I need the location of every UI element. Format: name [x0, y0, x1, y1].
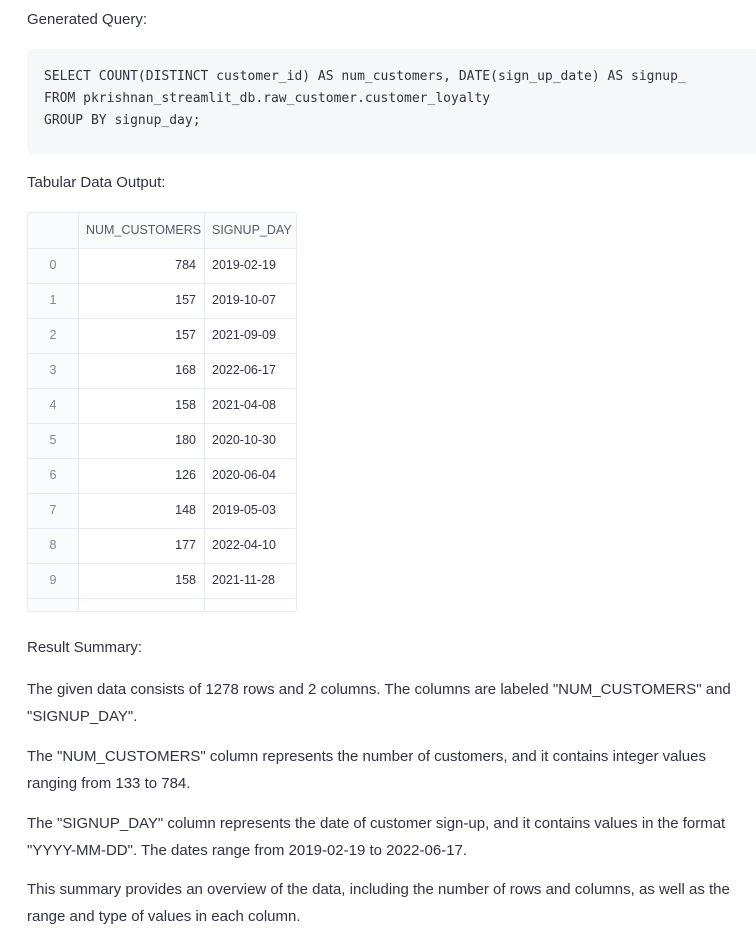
row-divider — [28, 318, 296, 319]
row-divider — [28, 563, 296, 564]
sql-code-block[interactable] — [27, 49, 756, 154]
cell-signup-day[interactable]: 2020-10-30 — [212, 433, 276, 447]
summary-paragraph: The "NUM_CUSTOMERS" column represents the number of customers, and it contains integer values ranging from 133 to 784. — [27, 748, 706, 792]
cell-num-customers[interactable]: 180 — [175, 433, 196, 447]
row-index: 0 — [28, 248, 78, 283]
cell-signup-day[interactable]: 2022-04-10 — [212, 538, 276, 552]
cell-num-customers[interactable]: 784 — [175, 258, 196, 272]
row-divider — [28, 423, 296, 424]
row-divider — [28, 353, 296, 354]
row-index: 8 — [28, 528, 78, 563]
row-divider — [28, 458, 296, 459]
cell-signup-day[interactable]: 2019-10-07 — [212, 293, 276, 307]
column-header-signup-day[interactable]: SIGNUP_DAY — [204, 213, 296, 248]
cell-signup-day[interactable]: 2019-02-19 — [212, 258, 276, 272]
row-divider — [28, 388, 296, 389]
result-summary-label: Result Summary: — [27, 639, 143, 656]
row-index: 9 — [28, 563, 78, 598]
generated-query-label: Generated Query: — [27, 11, 148, 28]
cell-signup-day[interactable]: 2022-06-17 — [212, 363, 276, 377]
summary-paragraph: The "SIGNUP_DAY" column represents the date of customer sign-up, and it contains values in the format "YYYY-MM-DD". The dates range from 2019-02-19 to 2022-06-17. — [27, 815, 726, 859]
row-divider — [28, 493, 296, 494]
column-header-num-customers[interactable]: NUM_CUSTOMERS — [78, 213, 204, 248]
cell-signup-day[interactable]: 2021-09-09 — [212, 328, 276, 342]
column-divider — [78, 213, 79, 611]
cell-num-customers[interactable]: 158 — [175, 573, 196, 587]
cell-signup-day[interactable]: 2020-06-04 — [212, 468, 276, 482]
index-header — [28, 213, 78, 248]
data-table[interactable] — [27, 212, 297, 612]
cell-signup-day[interactable]: 2021-11-28 — [212, 573, 276, 587]
cell-num-customers[interactable]: 148 — [175, 503, 196, 517]
code-line: GROUP BY signup_day; — [44, 113, 201, 128]
row-index — [28, 598, 78, 611]
code-line: SELECT COUNT(DISTINCT customer_id) AS num_customers, DATE(sign_up_date) AS signup_ — [44, 69, 686, 84]
cell-signup-day[interactable]: 2021-04-08 — [212, 398, 276, 412]
tabular-output-label: Tabular Data Output: — [27, 174, 166, 191]
cell-num-customers[interactable]: 168 — [175, 363, 196, 377]
row-divider — [28, 283, 296, 284]
row-index: 5 — [28, 423, 78, 458]
row-index: 7 — [28, 493, 78, 528]
row-divider — [28, 248, 296, 249]
cell-signup-day[interactable]: 2019-05-03 — [212, 503, 276, 517]
summary-paragraph: This summary provides an overview of the data, including the number of rows and columns, as well as the range and type of values in each column. — [27, 881, 730, 925]
column-divider — [204, 213, 205, 611]
summary-paragraph: The given data consists of 1278 rows and 2 columns. The columns are labeled "NUM_CUSTOMERS" and "SIGNUP_DAY". — [27, 681, 731, 725]
cell-num-customers[interactable]: 157 — [175, 328, 196, 342]
cell-num-customers[interactable]: 126 — [175, 468, 196, 482]
row-index: 4 — [28, 388, 78, 423]
row-index: 3 — [28, 353, 78, 388]
row-index: 1 — [28, 283, 78, 318]
row-divider — [28, 528, 296, 529]
cell-num-customers[interactable]: 157 — [175, 293, 196, 307]
row-index: 2 — [28, 318, 78, 353]
cell-num-customers[interactable]: 158 — [175, 398, 196, 412]
row-divider — [28, 598, 296, 599]
row-index: 6 — [28, 458, 78, 493]
code-line: FROM pkrishnan_streamlit_db.raw_customer.customer_loyalty — [44, 91, 491, 106]
cell-num-customers[interactable]: 177 — [175, 538, 196, 552]
